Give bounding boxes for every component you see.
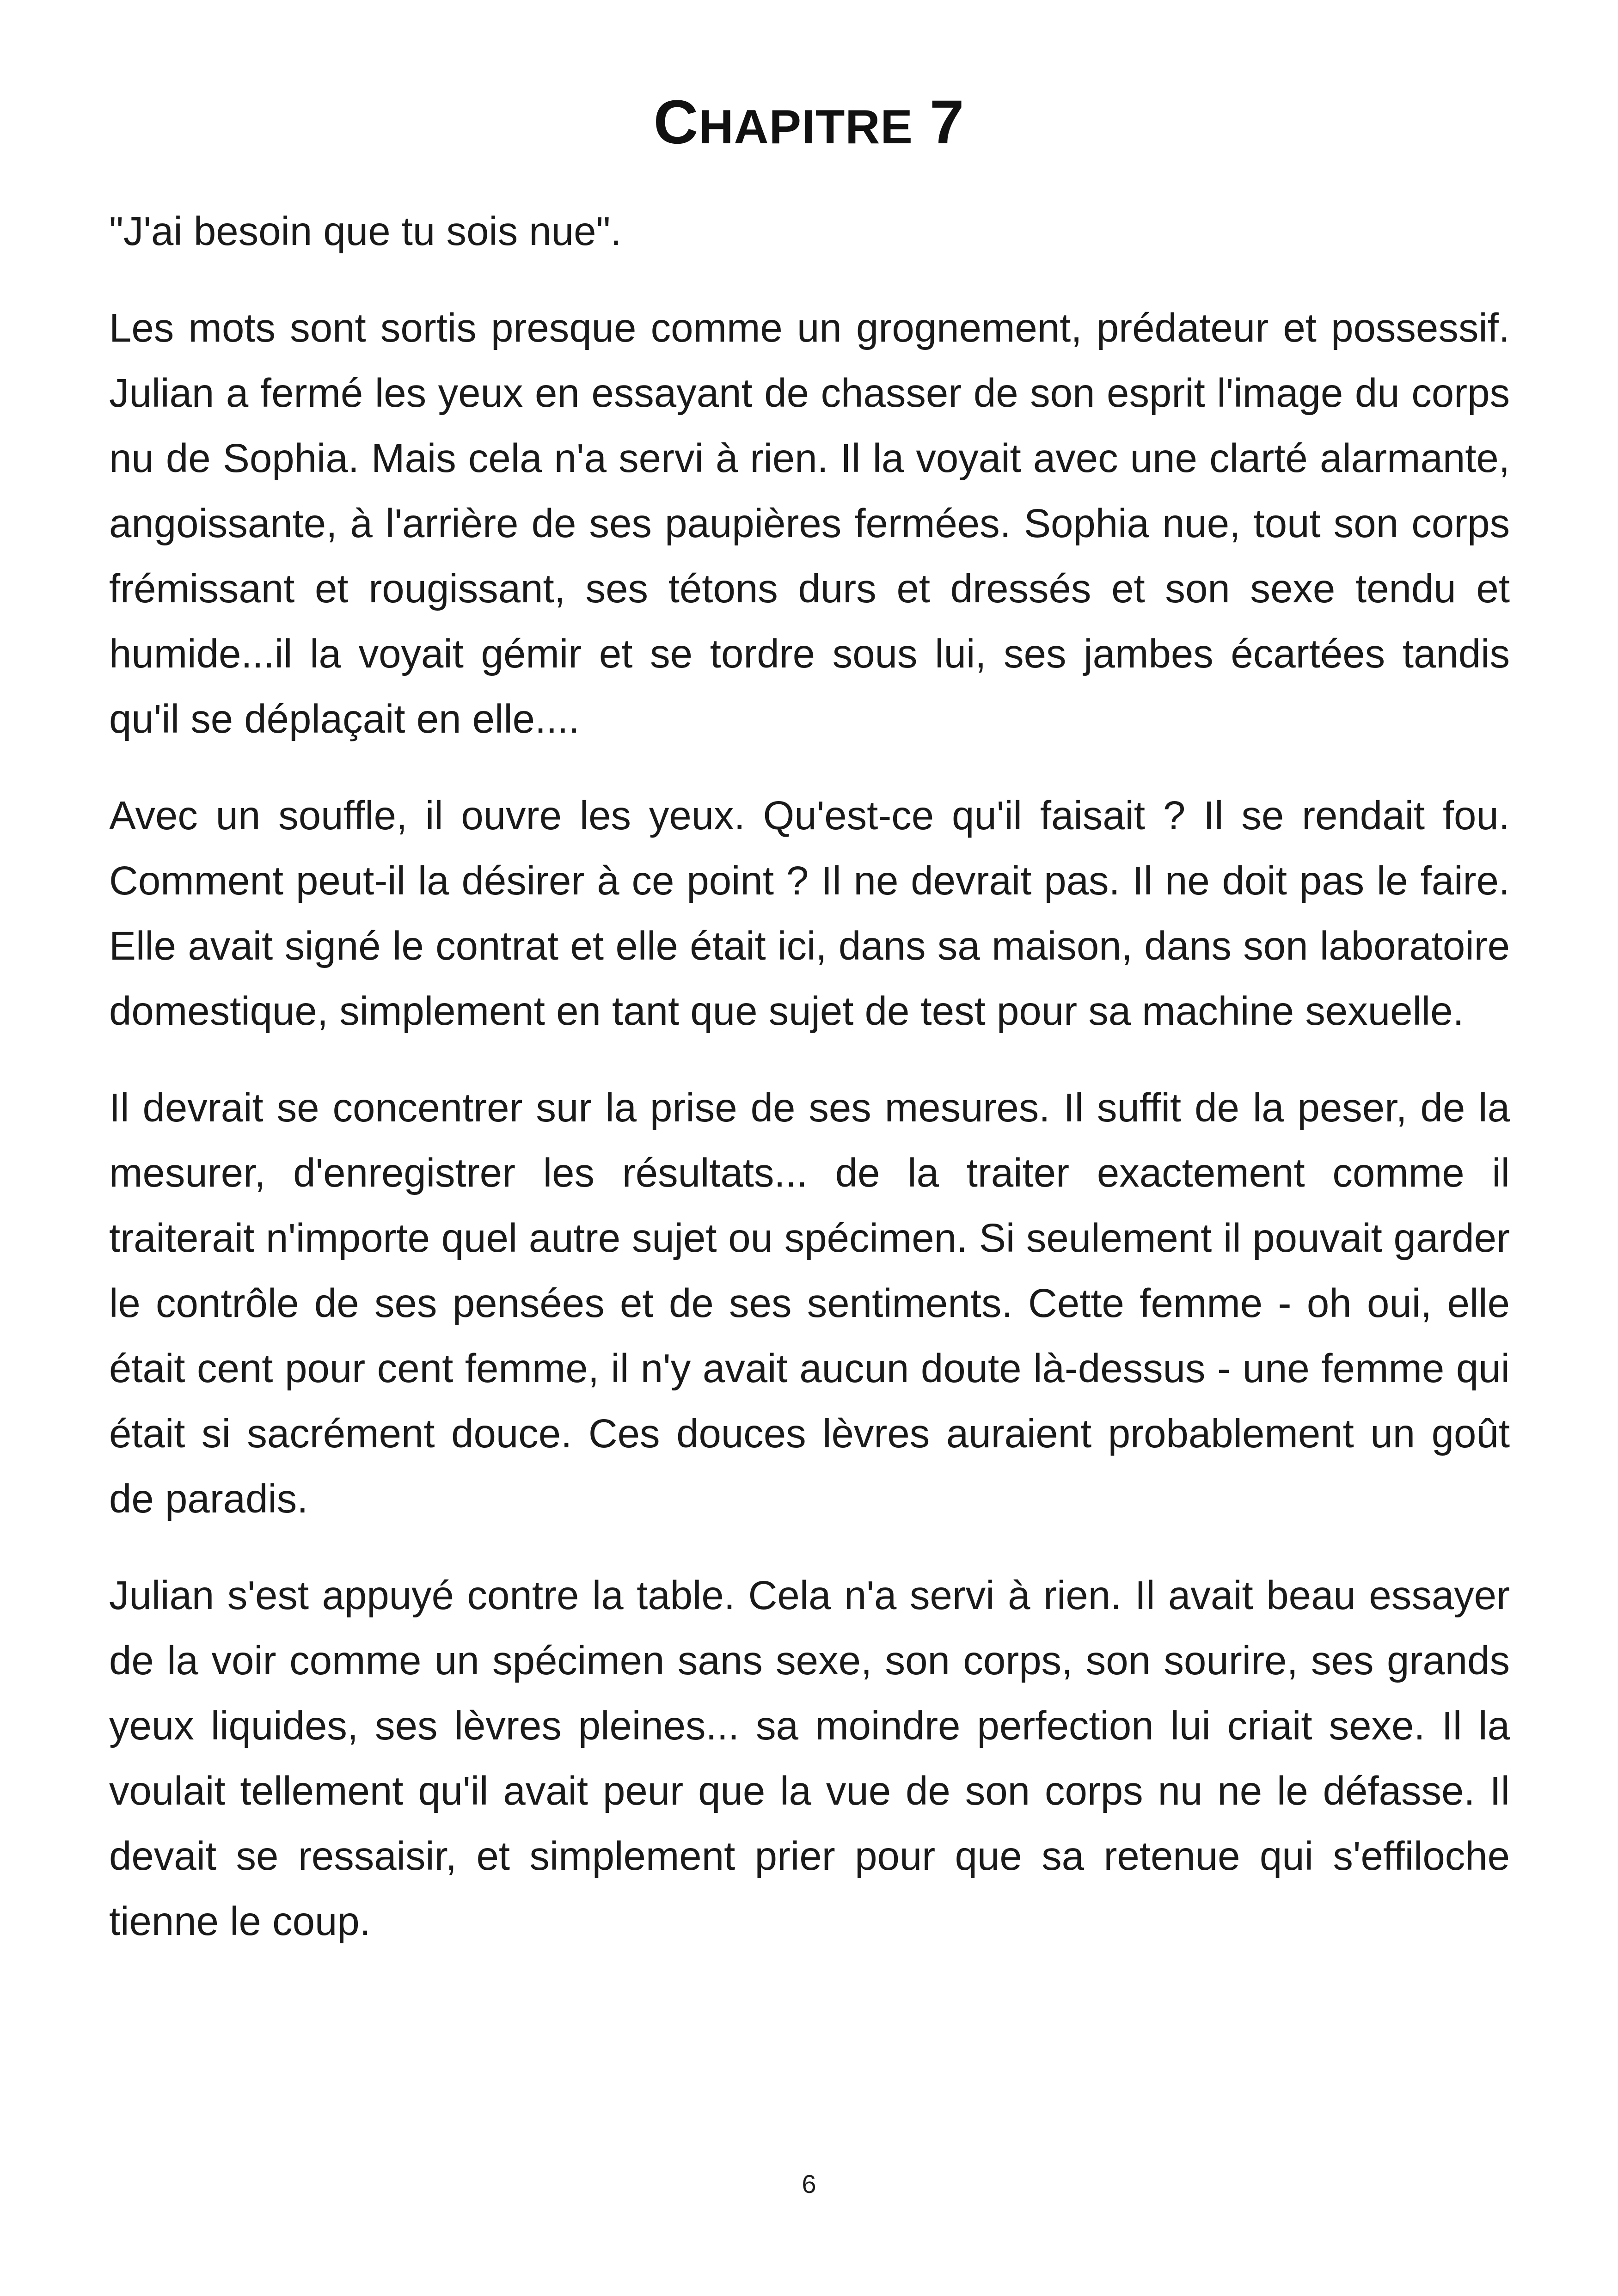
chapter-title bbox=[0, 86, 1618, 164]
chapter-number: 7 bbox=[929, 88, 965, 157]
paragraph-3: Avec un souffle, il ouvre les yeux. Qu'est-ce qu'il faisait ? Il se rendait fou. Comment peut-il la désirer à ce point ? Il ne devrait pas. Il ne doit pas le faire. Elle avait signé le contrat et elle était ici, dans sa maison, dans son laboratoire domestique, simplement en tant que sujet de test pour sa machine sexuelle. bbox=[109, 793, 1510, 1034]
paragraph-5: Julian s'est appuyé contre la table. Cela n'a servi à rien. Il avait beau essayer de la voir comme un spécimen sans sexe, son corps, son sourire, ses grands yeux liquides, ses lèvres pleines... sa moindre perfection lui criait sexe. Il la voulait tellement qu'il avait peur que la vue de son corps nu ne le défasse. Il devait se ressaisir, et simplement prier pour que sa retenue qui s'effiloche tienne le coup. bbox=[109, 1573, 1510, 1944]
paragraph-4: Il devrait se concentrer sur la prise de ses mesures. Il suffit de la peser, de la mesurer, d'enregistrer les résultats... de la traiter exactement comme il traiterait n'importe quel autre sujet ou spécimen. Si seulement il pouvait garder le contrôle de ses pensées et de ses sentiments. Cette femme - oh oui, elle était cent pour cent femme, il n'y avait aucun doute là-dessus - une femme qui était si sacrément douce. Ces douces lèvres auraient probablement un goût de paradis. bbox=[109, 1085, 1510, 1521]
page-number: 6 bbox=[802, 2169, 816, 2198]
chapter-title-rest: HAPITRE bbox=[699, 100, 913, 154]
chapter-title-initial: C bbox=[653, 88, 699, 157]
paragraph-2: Les mots sont sortis presque comme un grognement, prédateur et possessif. Julian a fermé les yeux en essayant de chasser de son esprit l'image du corps nu de Sophia. Mais cela n'a servi à rien. Il la voyait avec une clarté alarmante, angoissante, à l'arrière de ses paupières fermées. Sophia nue, tout son corps frémissant et rougissant, ses tétons durs et dressés et son sexe tendu et humide...il la voyait gémir et se tordre sous lui, ses jambes écartées tandis qu'il se déplaçait en elle.... bbox=[109, 306, 1510, 741]
paragraph-1: "J'ai besoin que tu sois nue". bbox=[109, 209, 622, 254]
chapter-body bbox=[109, 199, 1510, 1985]
